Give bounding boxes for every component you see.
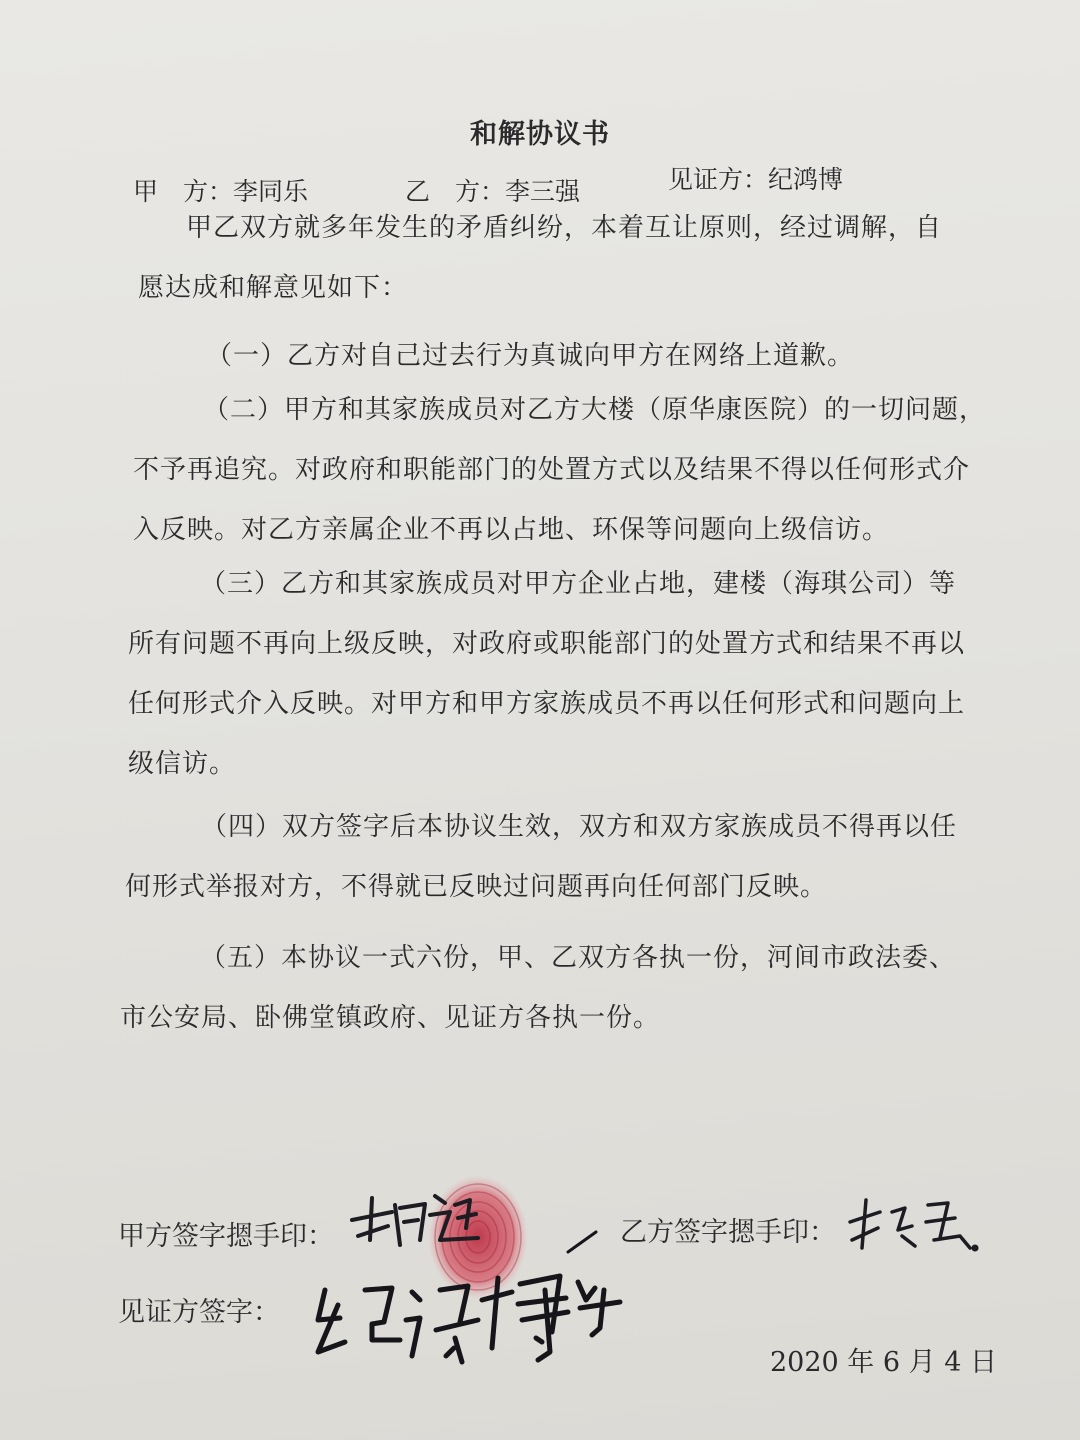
signing-date: 2020 年 6 月 4 日 xyxy=(770,1347,997,1378)
party-b-line: 乙 方：李三强 xyxy=(405,177,581,206)
party-b-handwritten-signature xyxy=(850,1200,977,1250)
clause-4: （四）双方签字后本协议生效，双方和双方家族成员不得再以任 何形式举报对方，不得就已反映过问题再向任何部门反映。 xyxy=(125,812,958,902)
party-a-line: 甲 方：李同乐 xyxy=(133,177,309,206)
clause-3: （三）乙方和其家族成员对甲方企业占地，建楼（海琪公司）等 所有问题不再向上级反映，对政府或职能部门的处置方式和结果不再以 任何形式介入反映。对甲方和甲方家族成员不再以任何形式和问题向上 级信访。 xyxy=(128,569,966,779)
witness-line: 见证方：纪鸿博 xyxy=(668,165,844,194)
witness-signature-label: 见证方签字： xyxy=(118,1297,280,1328)
party-b-signature-label: 乙方签字摁手印： xyxy=(620,1217,836,1248)
clause-5: （五）本协议一式六份，甲、乙双方各执一份，河间市政法委、 市公安局、卧佛堂镇政府、见证方各执一份。 xyxy=(120,943,957,1033)
document-title: 和解协议书 xyxy=(470,119,610,150)
clause-1: （一）乙方对自己过去行为真诚向甲方在网络上道歉。 xyxy=(206,341,855,371)
clause-2: （二）甲方和其家族成员对乙方大楼（原华康医院）的一切问题， 不予再追究。对政府和职能部门的处置方式以及结果不得以任何形式介 入反映。对乙方亲属企业不再以占地、环保等问题向上级信访。 xyxy=(133,395,987,545)
intro-paragraph: 甲乙双方就多年发生的矛盾纠纷，本着互让原则，经过调解，自 愿达成和解意见如下： xyxy=(138,213,943,303)
party-a-signature-label: 甲方签字摁手印： xyxy=(118,1221,334,1252)
